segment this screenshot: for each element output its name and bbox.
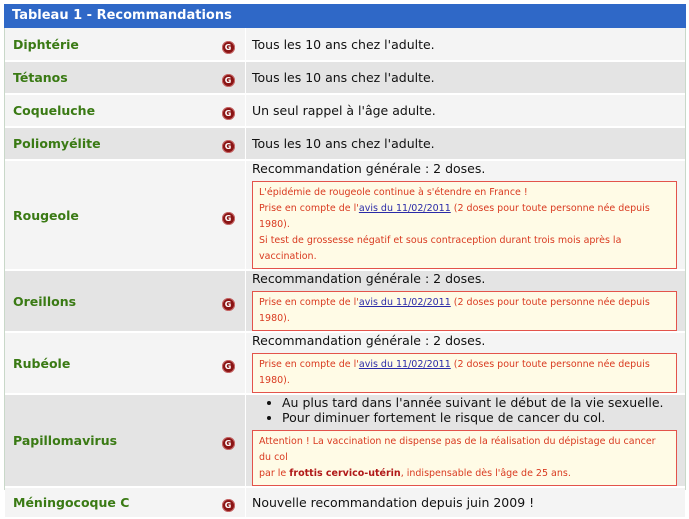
list-item: • Pour diminuer fortement le risque de cancer du col. xyxy=(282,410,677,425)
general-badge-icon: G xyxy=(222,360,235,373)
table-row xyxy=(5,270,685,332)
table-row xyxy=(5,487,685,518)
vaccine-name: Méningocoque C xyxy=(5,487,211,518)
table-row xyxy=(5,332,685,394)
table-title: Tableau 1 - Recommandations xyxy=(4,4,686,28)
recommendations-table xyxy=(5,28,685,519)
warning-note: L'épidémie de rougeole continue à s'étendre en France ! Prise en compte de l'avis du 11/02/2011 (2 doses pour toute personne née depuis 1980). Si test de grossesse négatif et sous contraception durant trois mois après la vaccination. xyxy=(252,181,677,269)
vaccine-name: Papillomavirus xyxy=(5,394,211,487)
warning-note: Prise en compte de l'avis du 11/02/2011 (2 doses pour toute personne née depuis 1980). xyxy=(252,291,677,331)
recommendation-text: Tous les 10 ans chez l'adulte. xyxy=(246,61,686,94)
recommendation-text: Nouvelle recommandation depuis juin 2009 ! xyxy=(246,487,686,518)
recommendation-text: Tous les 10 ans chez l'adulte. xyxy=(246,127,686,160)
vaccine-name: Diphtérie xyxy=(5,28,211,61)
vaccine-name: Poliomyélite xyxy=(5,127,211,160)
vaccine-name: Tétanos xyxy=(5,61,211,94)
list-item: • Au plus tard dans l'année suivant le début de la vie sexuelle. xyxy=(282,395,677,410)
general-badge-icon: G xyxy=(222,298,235,311)
table-row xyxy=(5,28,685,61)
table-row xyxy=(5,127,685,160)
recommendation-text: Recommandation générale : 2 doses. xyxy=(252,271,486,286)
table-row xyxy=(5,61,685,94)
avis-link[interactable]: avis du 11/02/2011 xyxy=(358,297,451,308)
recommendation-text: Tous les 10 ans chez l'adulte. xyxy=(246,28,686,61)
general-badge-icon: G xyxy=(222,74,235,87)
general-badge-icon: G xyxy=(222,499,235,512)
avis-link[interactable]: avis du 11/02/2011 xyxy=(358,203,451,214)
general-badge-icon: G xyxy=(222,437,235,450)
general-badge-icon: G xyxy=(222,41,235,54)
recommendation-bullets xyxy=(252,395,677,425)
warning-note: Prise en compte de l'avis du 11/02/2011 (2 doses pour toute personne née depuis 1980). xyxy=(252,353,677,393)
recommendation-text: Un seul rappel à l'âge adulte. xyxy=(246,94,686,127)
table-row xyxy=(5,160,685,270)
general-badge-icon: G xyxy=(222,212,235,225)
avis-link[interactable]: avis du 11/02/2011 xyxy=(358,359,451,370)
general-badge-icon: G xyxy=(222,107,235,120)
vaccine-name: Rubéole xyxy=(5,332,211,394)
vaccine-name: Coqueluche xyxy=(5,94,211,127)
general-badge-icon: G xyxy=(222,140,235,153)
vaccine-name: Rougeole xyxy=(5,160,211,270)
recommendation-text: Recommandation générale : 2 doses. xyxy=(252,161,486,176)
table-row xyxy=(5,94,685,127)
warning-note: Attention ! La vaccination ne dispense pas de la réalisation du dépistage du cancer du col par le frottis cervico-utérin, indispensable dès l'âge de 25 ans. xyxy=(252,430,677,486)
table-row xyxy=(5,394,685,487)
vaccine-name: Oreillons xyxy=(5,270,211,332)
recommendation-text: Recommandation générale : 2 doses. xyxy=(252,333,486,348)
